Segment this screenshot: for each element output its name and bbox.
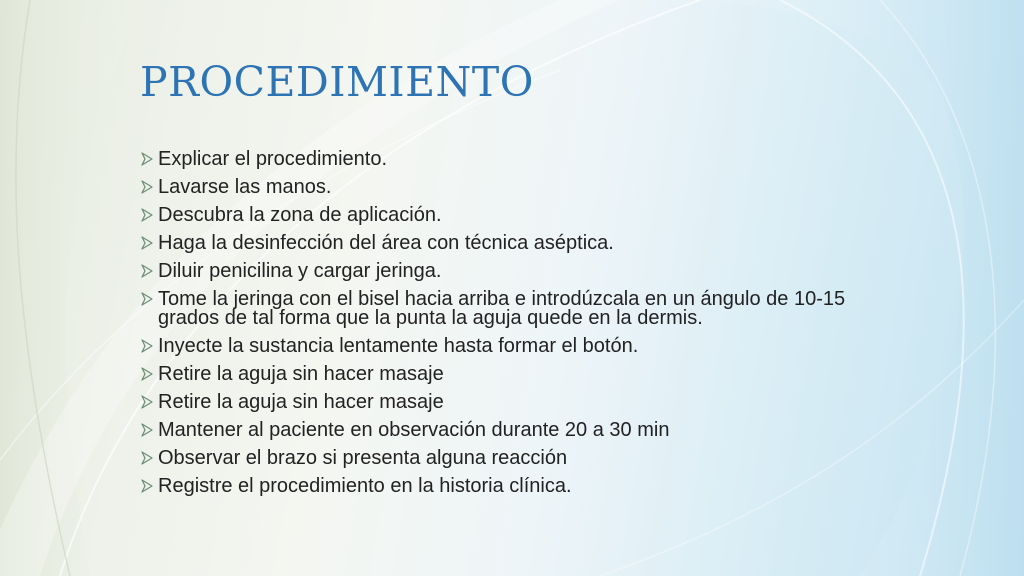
bullet-item <box>140 365 900 384</box>
bullet-item <box>140 262 900 281</box>
bullet-text: Diluir penicilina y cargar jeringa. <box>158 260 442 282</box>
bullet-text: Explicar el procedimiento. <box>158 148 387 170</box>
bullet-item <box>140 337 900 356</box>
bullet-item <box>140 393 900 412</box>
arrow-bullet-icon <box>140 262 158 281</box>
bullet-item <box>140 234 900 253</box>
arrow-bullet-icon <box>140 421 158 440</box>
arrow-bullet-icon <box>140 178 158 197</box>
bullet-item <box>140 150 900 169</box>
arrow-bullet-icon <box>140 477 158 496</box>
bullet-text: Tome la jeringa con el bisel hacia arriba e introdúzcala en un ángulo de 10-15 grados de tal forma que la punta la aguja quede en la dermis. <box>158 288 846 329</box>
bullet-item <box>140 477 900 496</box>
arrow-bullet-icon <box>140 290 158 309</box>
bullet-text: Inyecte la sustancia lentamente hasta formar el botón. <box>158 335 639 357</box>
bullet-item <box>140 178 900 197</box>
arrow-bullet-icon <box>140 365 158 384</box>
arrow-bullet-icon <box>140 206 158 225</box>
bullet-item <box>140 290 900 328</box>
arrow-bullet-icon <box>140 337 158 356</box>
bullet-text: Retire la aguja sin hacer masaje <box>158 363 444 385</box>
bullet-item <box>140 206 900 225</box>
bullet-item <box>140 449 900 468</box>
bullet-text: Descubra la zona de aplicación. <box>158 204 442 226</box>
bullet-text: Lavarse las manos. <box>158 176 332 198</box>
bullet-list <box>140 150 900 505</box>
arrow-bullet-icon <box>140 150 158 169</box>
arrow-bullet-icon <box>140 234 158 253</box>
arrow-bullet-icon <box>140 393 158 412</box>
bullet-text: Observar el brazo si presenta alguna reacción <box>158 447 568 469</box>
bullet-text: Retire la aguja sin hacer masaje <box>158 391 444 413</box>
bullet-item <box>140 421 900 440</box>
bullet-text: Registre el procedimiento en la historia clínica. <box>158 475 572 497</box>
bullet-text: Haga la desinfección del área con técnica aséptica. <box>158 232 614 254</box>
slide-title: PROCEDIMIENTO <box>140 58 534 106</box>
bullet-text: Mantener al paciente en observación durante 20 a 30 min <box>158 419 670 441</box>
arrow-bullet-icon <box>140 449 158 468</box>
